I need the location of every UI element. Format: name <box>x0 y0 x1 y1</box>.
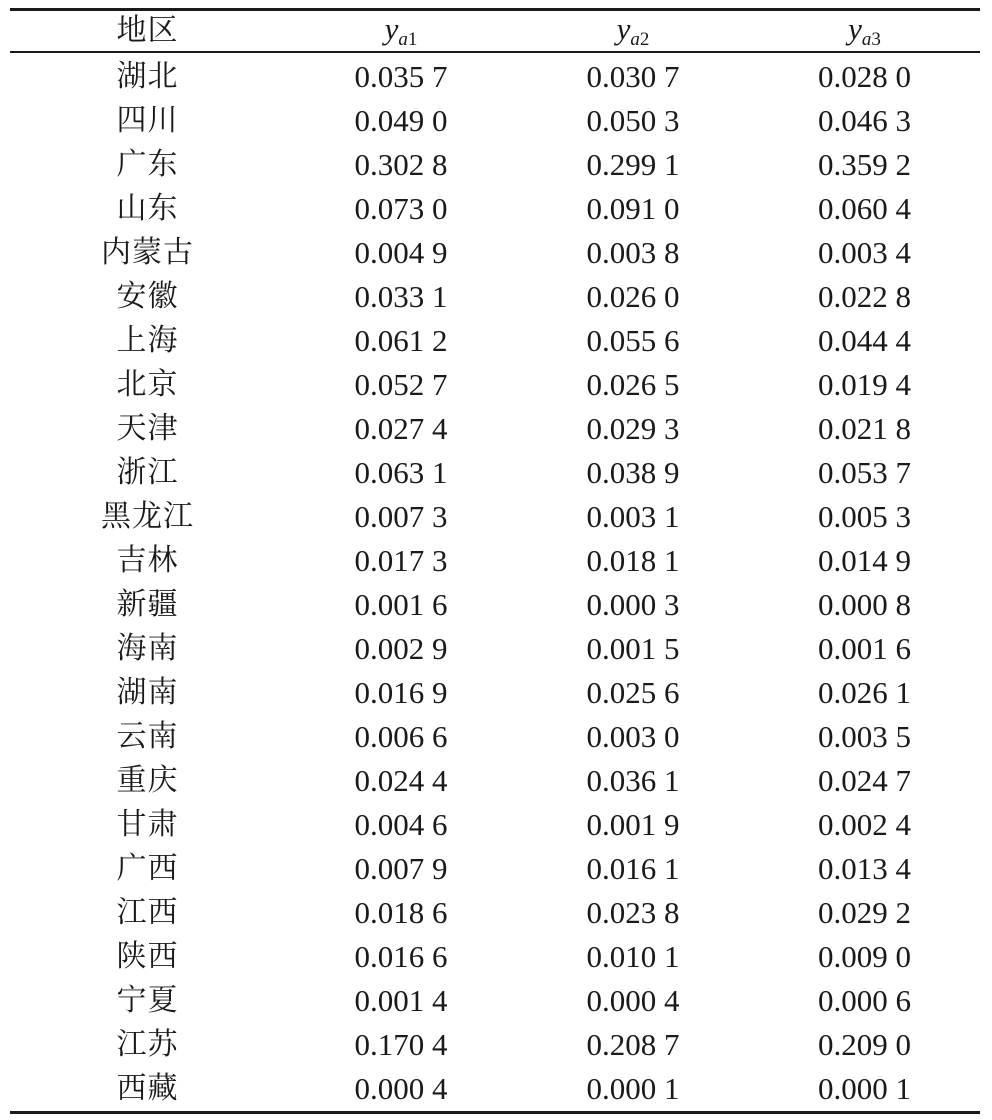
table-row <box>10 627 980 671</box>
ya3-cell: 0.028 0 <box>818 59 911 94</box>
ya1-cell: 0.035 7 <box>354 59 448 94</box>
region-cell: 吉林 <box>116 542 179 578</box>
region-cell: 江西 <box>116 894 179 930</box>
table-row <box>10 539 980 583</box>
ya2-cell: 0.010 1 <box>586 939 680 974</box>
ya1-cell: 0.061 2 <box>354 323 448 358</box>
header-ya1-sub-digit: 1 <box>407 29 418 50</box>
ya3-cell: 0.009 0 <box>818 939 911 974</box>
ya3-cell: 0.026 1 <box>818 675 911 710</box>
region-cell: 内蒙古 <box>101 234 194 270</box>
header-ya2 <box>517 13 749 49</box>
region-cell: 天津 <box>116 410 179 446</box>
ya2-cell: 0.026 5 <box>586 367 680 402</box>
ya3-cell: 0.024 7 <box>818 763 911 798</box>
region-cell: 湖南 <box>116 674 179 710</box>
ya1-cell: 0.006 6 <box>354 719 448 754</box>
table-row <box>10 407 980 451</box>
ya2-cell: 0.000 4 <box>586 983 680 1018</box>
ya1-cell: 0.018 6 <box>354 895 448 930</box>
ya1-cell: 0.016 9 <box>354 675 448 710</box>
table-row <box>10 99 980 143</box>
ya2-cell: 0.055 6 <box>586 323 680 358</box>
ya1-cell: 0.016 6 <box>354 939 448 974</box>
header-ya3-sub-letter: a <box>861 29 872 50</box>
table-bottom-rule <box>10 1111 980 1114</box>
ya3-cell: 0.000 8 <box>818 587 911 622</box>
table-row <box>10 143 980 187</box>
region-cell: 西藏 <box>116 1070 179 1106</box>
ya2-cell: 0.299 1 <box>586 147 680 182</box>
ya2-cell: 0.029 3 <box>586 411 680 446</box>
ya2-cell: 0.050 3 <box>586 103 680 138</box>
region-cell: 四川 <box>116 102 179 138</box>
table-row <box>10 583 980 627</box>
table-row <box>10 363 980 407</box>
table-row <box>10 891 980 935</box>
ya3-cell: 0.046 3 <box>818 103 911 138</box>
table-row <box>10 55 980 99</box>
ya2-cell: 0.018 1 <box>586 543 680 578</box>
region-cell: 浙江 <box>116 454 179 490</box>
ya2-cell: 0.026 0 <box>586 279 680 314</box>
header-ya3 <box>749 13 980 49</box>
ya2-cell: 0.003 0 <box>586 719 680 754</box>
table-row <box>10 319 980 363</box>
header-ya1-sub-letter: a <box>398 29 408 50</box>
ya3-cell: 0.022 8 <box>818 279 911 314</box>
table-row <box>10 715 980 759</box>
table-row <box>10 979 980 1023</box>
ya1-cell: 0.024 4 <box>354 763 448 798</box>
region-cell: 广西 <box>116 850 179 886</box>
ya2-cell: 0.003 8 <box>586 235 680 270</box>
region-cell: 甘肃 <box>116 806 179 842</box>
ya1-cell: 0.007 9 <box>354 851 448 886</box>
ya3-cell: 0.053 7 <box>818 455 911 490</box>
region-cell: 宁夏 <box>116 982 179 1018</box>
header-ya3-sub <box>862 29 881 50</box>
ya1-cell: 0.004 6 <box>354 807 448 842</box>
table-row <box>10 495 980 539</box>
ya3-cell: 0.044 4 <box>818 323 911 358</box>
ya2-cell: 0.001 9 <box>586 807 680 842</box>
ya3-cell: 0.013 4 <box>818 851 911 886</box>
region-cell: 上海 <box>116 322 179 358</box>
ya1-cell: 0.001 4 <box>354 983 448 1018</box>
ya3-cell: 0.021 8 <box>818 411 911 446</box>
table-row <box>10 847 980 891</box>
region-cell: 重庆 <box>116 762 179 798</box>
region-cell: 海南 <box>116 630 179 666</box>
ya1-cell: 0.073 0 <box>354 191 448 226</box>
ya2-cell: 0.001 5 <box>586 631 680 666</box>
ya3-cell: 0.002 4 <box>818 807 911 842</box>
table-row <box>10 451 980 495</box>
table-row <box>10 803 980 847</box>
header-ya1-var: y <box>384 11 399 46</box>
region-cell: 广东 <box>116 146 179 182</box>
ya3-cell: 0.359 2 <box>818 147 911 182</box>
table-row <box>10 671 980 715</box>
region-cell: 黑龙江 <box>101 498 194 534</box>
ya2-cell: 0.091 0 <box>586 191 680 226</box>
ya3-cell: 0.029 2 <box>818 895 911 930</box>
table-row <box>10 759 980 803</box>
header-ya3-var: y <box>848 11 862 46</box>
region-cell: 山东 <box>116 190 179 226</box>
ya3-cell: 0.005 3 <box>818 499 911 534</box>
header-ya2-sub-digit: 2 <box>639 29 650 50</box>
header-ya3-sub-digit: 3 <box>871 29 881 50</box>
ya2-cell: 0.016 1 <box>586 851 680 886</box>
region-cell: 北京 <box>116 366 179 402</box>
ya3-cell: 0.003 4 <box>818 235 911 270</box>
ya1-cell: 0.001 6 <box>354 587 448 622</box>
ya1-cell: 0.004 9 <box>354 235 448 270</box>
ya2-cell: 0.000 1 <box>586 1071 680 1106</box>
ya1-cell: 0.302 8 <box>354 147 448 182</box>
table-row <box>10 935 980 979</box>
ya1-cell: 0.033 1 <box>354 279 448 314</box>
ya3-cell: 0.003 5 <box>818 719 911 754</box>
ya1-cell: 0.027 4 <box>354 411 448 446</box>
header-ya2-var: y <box>616 11 631 46</box>
ya2-cell: 0.025 6 <box>586 675 680 710</box>
ya3-cell: 0.001 6 <box>818 631 911 666</box>
ya2-cell: 0.030 7 <box>586 59 680 94</box>
region-cell: 云南 <box>116 718 179 754</box>
table-row <box>10 1023 980 1067</box>
table-header-row <box>10 11 980 51</box>
region-cell: 湖北 <box>116 58 179 94</box>
table-row <box>10 187 980 231</box>
header-ya1 <box>285 13 517 49</box>
ya1-cell: 0.063 1 <box>354 455 448 490</box>
ya2-cell: 0.003 1 <box>586 499 680 534</box>
table-row <box>10 231 980 275</box>
ya3-cell: 0.209 0 <box>818 1027 911 1062</box>
ya1-cell: 0.007 3 <box>354 499 448 534</box>
ya1-cell: 0.049 0 <box>354 103 448 138</box>
header-region: 地区 <box>116 13 179 48</box>
table-row <box>10 275 980 319</box>
table-row <box>10 1067 980 1111</box>
ya3-cell: 0.000 1 <box>818 1071 911 1106</box>
ya1-cell: 0.002 9 <box>354 631 448 666</box>
ya3-cell: 0.060 4 <box>818 191 911 226</box>
ya1-cell: 0.052 7 <box>354 367 448 402</box>
data-table <box>10 8 980 1114</box>
ya3-cell: 0.000 6 <box>818 983 911 1018</box>
ya2-cell: 0.023 8 <box>586 895 680 930</box>
header-ya2-sub <box>630 29 649 50</box>
region-cell: 陕西 <box>116 938 179 974</box>
table-body <box>10 53 980 1111</box>
ya2-cell: 0.000 3 <box>586 587 680 622</box>
ya2-cell: 0.038 9 <box>586 455 680 490</box>
region-cell: 江苏 <box>116 1026 179 1062</box>
region-cell: 安徽 <box>116 278 179 314</box>
ya3-cell: 0.019 4 <box>818 367 911 402</box>
ya1-cell: 0.017 3 <box>354 543 448 578</box>
header-ya2-sub-letter: a <box>630 29 640 50</box>
ya1-cell: 0.000 4 <box>354 1071 448 1106</box>
ya3-cell: 0.014 9 <box>818 543 911 578</box>
ya1-cell: 0.170 4 <box>354 1027 448 1062</box>
region-cell: 新疆 <box>116 586 179 622</box>
header-ya1-sub <box>398 29 417 50</box>
ya2-cell: 0.036 1 <box>586 763 680 798</box>
ya2-cell: 0.208 7 <box>586 1027 680 1062</box>
